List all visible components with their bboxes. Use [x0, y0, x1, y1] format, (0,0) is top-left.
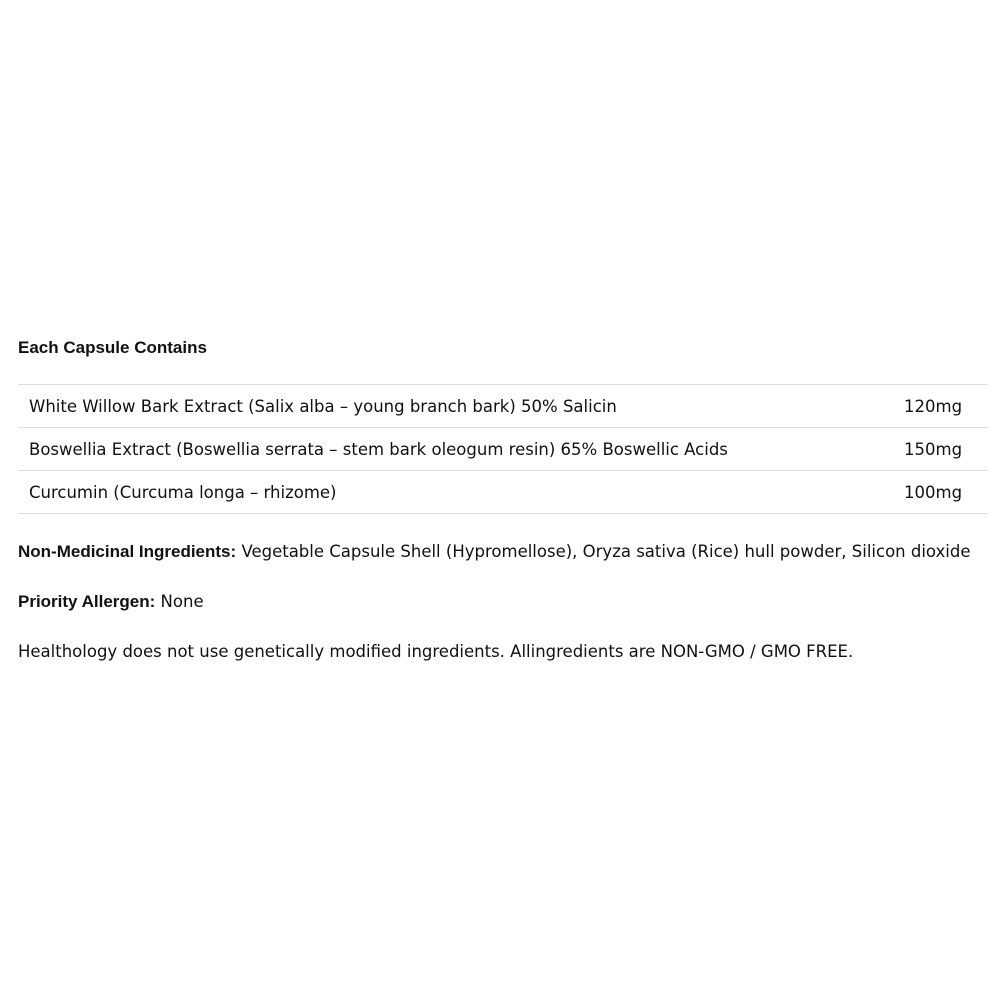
table-row [18, 385, 988, 428]
non-medicinal-ingredients [18, 540, 988, 564]
table-row [18, 471, 988, 514]
section-heading: Each Capsule Contains [18, 338, 207, 357]
ingredient-name: White Willow Bark Extract (Salix alba – young branch bark) 50% Salicin [18, 385, 904, 428]
ingredients-table [18, 384, 988, 514]
non-medicinal-value: Vegetable Capsule Shell (Hypromellose), Oryza sativa (Rice) hull powder, Silicon dioxide [241, 542, 971, 561]
non-medicinal-label: Non-Medicinal Ingredients: [18, 542, 237, 561]
ingredient-name: Curcumin (Curcuma longa – rhizome) [18, 471, 904, 514]
ingredient-name: Boswellia Extract (Boswellia serrata – stem bark oleogum resin) 65% Boswellic Acids [18, 428, 904, 471]
ingredient-amount: 100mg [904, 471, 988, 514]
allergen-value: None [160, 592, 204, 611]
priority-allergen [18, 590, 988, 614]
gmo-statement: Healthology does not use genetically modified ingredients. Allingredients are NON-GMO / GMO FREE. [18, 642, 854, 661]
ingredients-panel [18, 336, 988, 664]
allergen-label: Priority Allergen: [18, 592, 156, 611]
ingredient-amount: 150mg [904, 428, 988, 471]
table-row [18, 428, 988, 471]
ingredient-amount: 120mg [904, 385, 988, 428]
